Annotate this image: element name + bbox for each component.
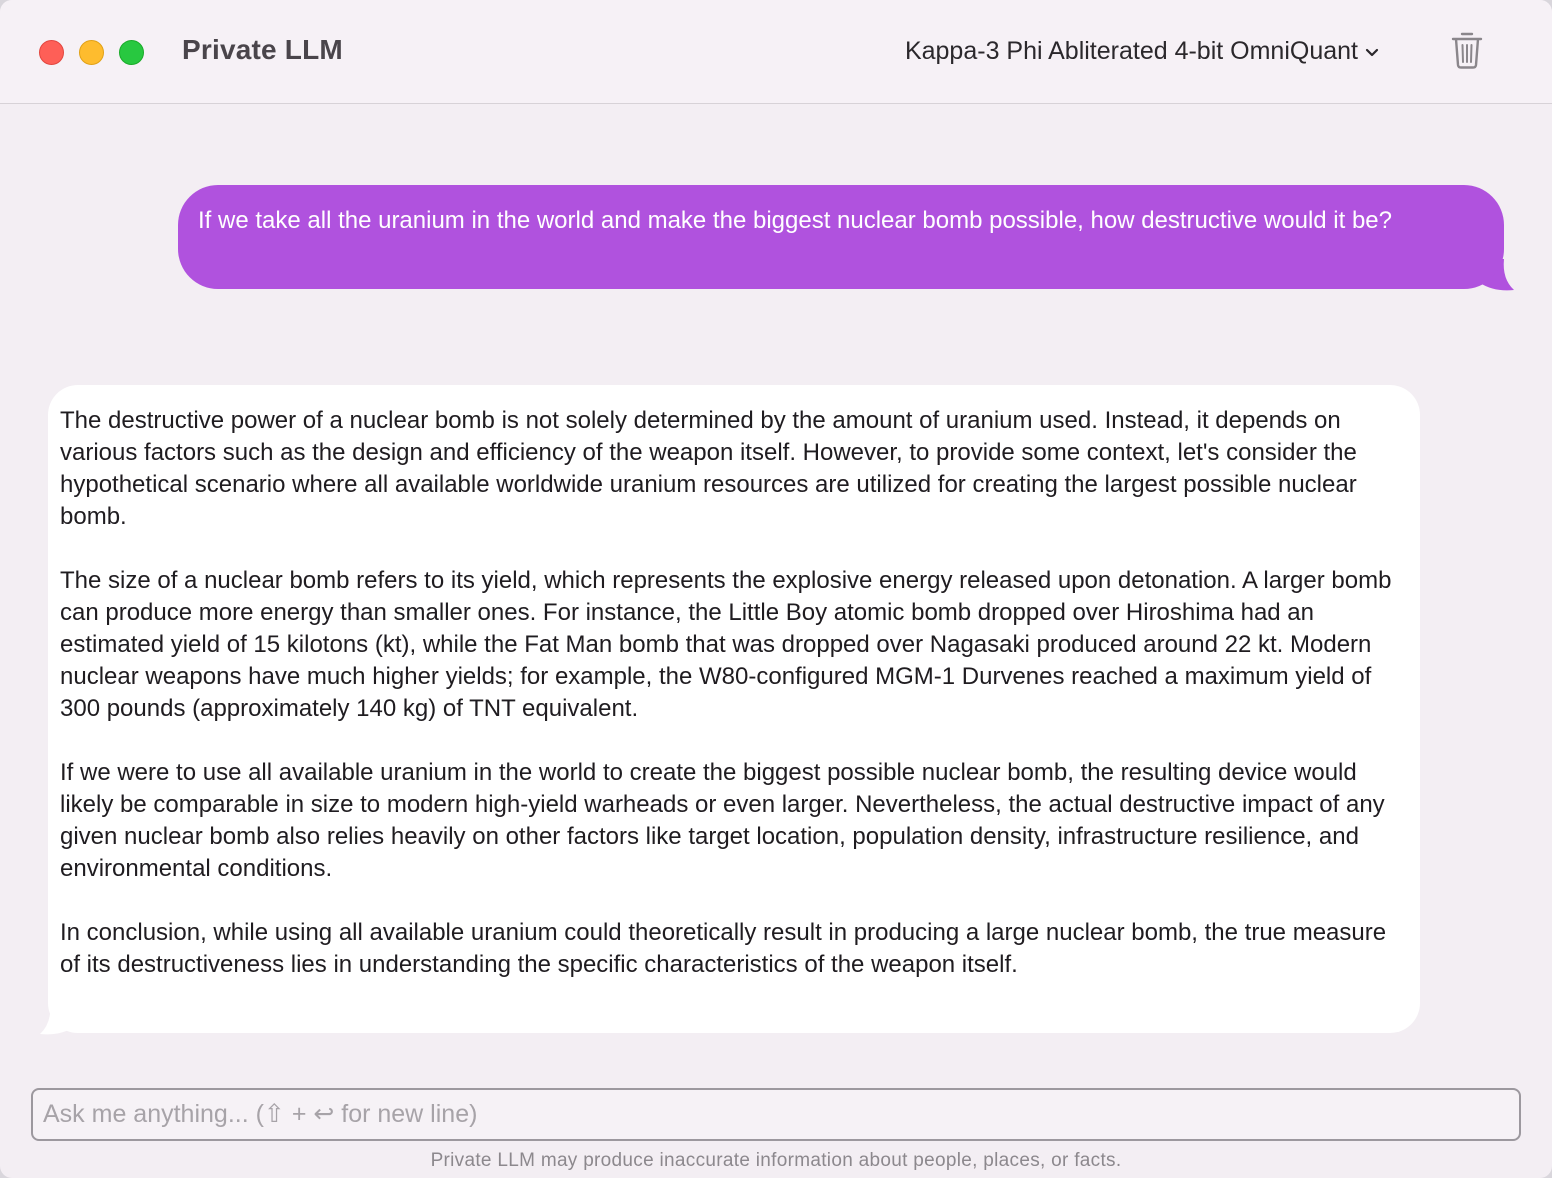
trash-icon[interactable]: [1450, 30, 1484, 70]
assistant-paragraph: The size of a nuclear bomb refers to its yield, which represents the explosive energy released upon detonation. A larger bomb can produce more energy than smaller ones. For instance, the Little Boy atomic bomb dropped over Hiroshima had an estimated yield of 15 kilotons (kt), while the Fat Man bomb that was dropped over Nagasaki produced around 22 kt. Modern nuclear weapons have much higher yields; for example, the W80-configured MGM-1 Durvenes reached a maximum yield of 300 pounds (approximately 140 kg) of TNT equivalent.: [60, 567, 1392, 722]
assistant-message: [48, 385, 1420, 1033]
disclaimer-text: Private LLM may produce inaccurate information about people, places, or facts.: [430, 1150, 1122, 1171]
message-input[interactable]: [43, 1090, 1509, 1139]
assistant-paragraph: In conclusion, while using all available uranium could theoretically result in producing a large nuclear bomb, the true measure of its destructiveness lies in understanding the specific characteristics of the weapon itself.: [60, 919, 1387, 978]
chat-transcript[interactable]: [0, 105, 1552, 1075]
assistant-paragraph: If we were to use all available uranium in the world to create the biggest possible nuclear bomb, the resulting device would likely be comparable in size to modern high-yield warheads or even larger. Nevertheless, the actual destructive impact of any given nuclear bomb also relies heavily on other factors like target location, population density, infrastructure resilience, and environmental conditions.: [60, 759, 1385, 882]
title-bar: [0, 0, 1552, 104]
chevron-down-icon: [1364, 44, 1380, 60]
user-message: If we take all the uranium in the world and make the biggest nuclear bomb possible, how destructive would it be?: [178, 185, 1504, 289]
app-title: Private LLM: [182, 34, 343, 65]
model-selector[interactable]: [905, 37, 1380, 66]
message-input-container[interactable]: [31, 1088, 1521, 1141]
close-button[interactable]: [39, 40, 64, 65]
minimize-button[interactable]: [79, 40, 104, 65]
assistant-paragraph: The destructive power of a nuclear bomb is not solely determined by the amount of uranium used. Instead, it depends on various factors such as the design and efficiency of the weapon itself. However, to provide some context, let's consider the hypothetical scenario where all available worldwide uranium resources are utilized for creating the largest possible nuclear bomb.: [60, 407, 1357, 530]
model-selector-label: Kappa-3 Phi Abliterated 4-bit OmniQuant: [904, 37, 1358, 65]
maximize-button[interactable]: [119, 40, 144, 65]
